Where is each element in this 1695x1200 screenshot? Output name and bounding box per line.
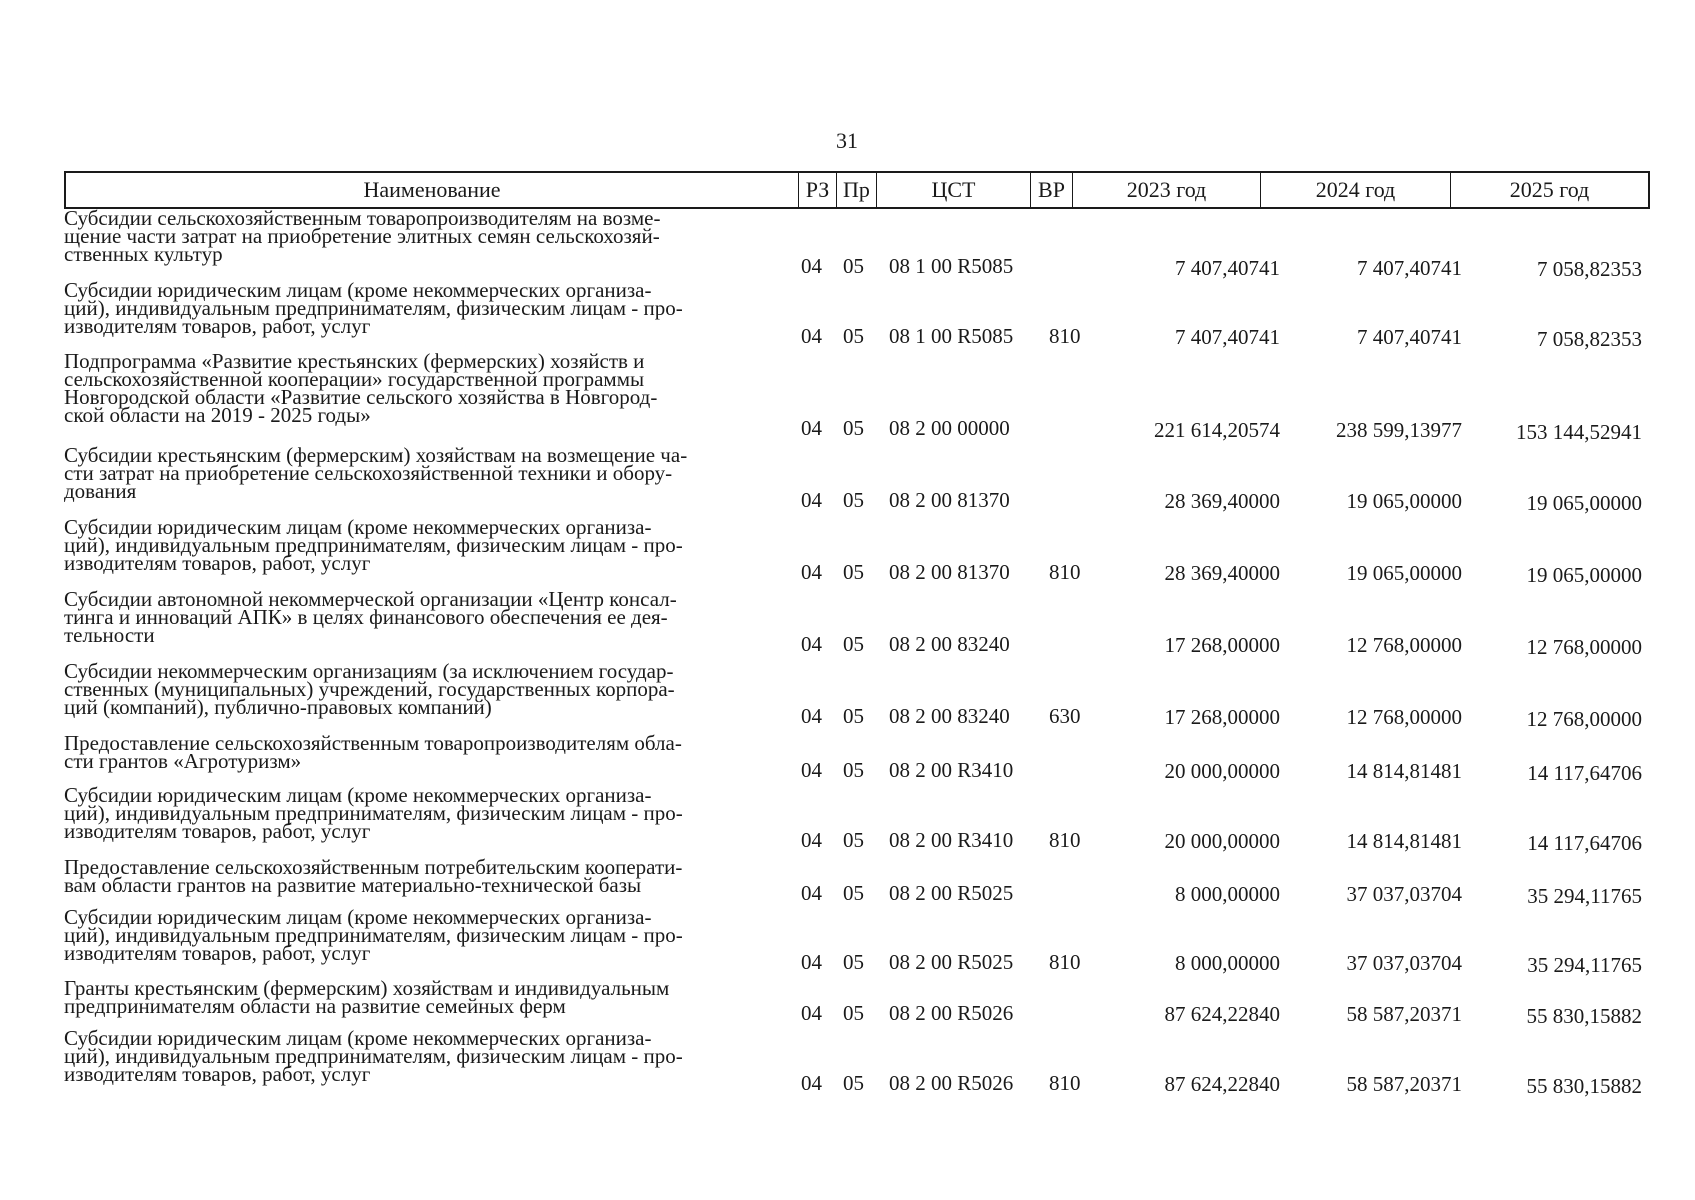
row-name: Предоставление сельскохозяйственным товаропроизводителям обла- сти грантов «Агротуризм»	[64, 731, 682, 773]
row-name: Субсидии юридическим лицам (кроме некоммерческих организа- ций), индивидуальным предпринимателям, физическим лицам - про- изводителям товаров, работ, услуг	[64, 1026, 683, 1086]
row-rz: 04	[801, 1071, 822, 1095]
row-name: Субсидии крестьянским (фермерским) хозяйствам на возмещение ча- сти затрат на приобретение сельскохозяйственной техники и обору- дования	[64, 443, 688, 503]
row-rz: 04	[801, 828, 822, 852]
row-vr: 810	[1049, 1071, 1081, 1095]
row-2024: 58 587,20371	[1346, 1072, 1462, 1096]
row-2025: 55 830,15882	[1526, 1004, 1642, 1028]
row-rz: 04	[801, 560, 822, 584]
row-cst: 08 2 00 83240	[889, 704, 1010, 728]
table-header	[64, 171, 1650, 209]
row-2025: 35 294,11765	[1527, 884, 1642, 908]
row-rz: 04	[801, 324, 822, 348]
row-pr: 05	[843, 488, 864, 512]
row-name: Субсидии юридическим лицам (кроме некоммерческих организа- ций), индивидуальным предпринимателям, физическим лицам - про- изводителям товаров, работ, услуг	[64, 905, 683, 965]
row-name: Подпрограмма «Развитие крестьянских (фермерских) хозяйств и сельскохозяйственной кооперации» государственной программы Новгородской области «Развитие сельского хозяйства в Новгород- ской области на 2019 - 2025 годы»	[64, 349, 658, 427]
header-2024: 2024 год	[1261, 173, 1451, 207]
row-2023: 28 369,40000	[1164, 561, 1280, 585]
row-2025: 7 058,82353	[1537, 257, 1642, 281]
row-name: Субсидии юридическим лицам (кроме некоммерческих организа- ций), индивидуальным предпринимателям, физическим лицам - про- изводителям товаров, работ, услуг	[64, 783, 683, 843]
row-name: Субсидии юридическим лицам (кроме некоммерческих организа- ций), индивидуальным предпринимателям, физическим лицам - про- изводителям товаров, работ, услуг	[64, 515, 683, 575]
row-2023: 8 000,00000	[1175, 882, 1280, 906]
row-2025: 19 065,00000	[1526, 491, 1642, 515]
row-2024: 14 814,81481	[1346, 829, 1462, 853]
row-pr: 05	[843, 1071, 864, 1095]
row-2025: 7 058,82353	[1537, 327, 1642, 351]
row-2024: 7 407,40741	[1357, 256, 1462, 280]
row-vr: 810	[1049, 324, 1081, 348]
row-2025: 35 294,11765	[1527, 953, 1642, 977]
row-2024: 19 065,00000	[1346, 489, 1462, 513]
header-2025: 2025 год	[1509, 177, 1590, 202]
row-pr: 05	[843, 560, 864, 584]
row-2025: 19 065,00000	[1526, 563, 1642, 587]
row-pr: 05	[843, 704, 864, 728]
page-number: 31	[836, 128, 858, 153]
header-rz: РЗ	[799, 173, 837, 207]
row-2023: 87 624,22840	[1164, 1002, 1280, 1026]
row-rz: 04	[801, 632, 822, 656]
row-cst: 08 2 00 R3410	[889, 828, 1014, 852]
row-2024: 58 587,20371	[1346, 1002, 1462, 1026]
row-2025: 14 117,64706	[1527, 831, 1642, 855]
row-rz: 04	[801, 950, 822, 974]
row-2024: 12 768,00000	[1346, 705, 1462, 729]
row-name: Гранты крестьянским (фермерским) хозяйствам и индивидуальным предпринимателям области на развитие семейных ферм	[64, 976, 670, 1018]
row-cst: 08 2 00 R3410	[889, 758, 1014, 782]
row-2024: 37 037,03704	[1346, 882, 1462, 906]
row-2023: 20 000,00000	[1164, 829, 1280, 853]
row-cst: 08 2 00 R5025	[889, 881, 1014, 905]
row-pr: 05	[843, 881, 864, 905]
row-2024: 14 814,81481	[1346, 759, 1462, 783]
row-cst: 08 2 00 81370	[889, 560, 1010, 584]
row-name: Субсидии некоммерческим организациям (за исключением государ- ственных (муниципальных) учреждений, государственных корпора- ций (компаний), публично-правовых компаний)	[64, 659, 675, 719]
row-2023: 17 268,00000	[1164, 633, 1280, 657]
row-cst: 08 1 00 R5085	[889, 254, 1014, 278]
row-2024: 37 037,03704	[1346, 951, 1462, 975]
row-rz: 04	[801, 704, 822, 728]
row-2023: 17 268,00000	[1164, 705, 1280, 729]
row-name: Субсидии автономной некоммерческой организации «Центр консал- тинга и инноваций АПК» в целях финансового обеспечения ее дея- тельности	[64, 587, 677, 647]
row-pr: 05	[843, 758, 864, 782]
row-pr: 05	[843, 828, 864, 852]
row-2023: 87 624,22840	[1164, 1072, 1280, 1096]
row-cst: 08 2 00 R5026	[889, 1001, 1014, 1025]
header-2023: 2023 год	[1073, 173, 1261, 207]
row-2025: 12 768,00000	[1526, 635, 1642, 659]
row-name: Субсидии сельскохозяйственным товаропроизводителям на возме- щение части затрат на приобретение элитных семян сельскохозяй- ственных культур	[64, 206, 661, 266]
row-2023: 7 407,40741	[1175, 256, 1280, 280]
row-pr: 05	[843, 632, 864, 656]
row-2024: 238 599,13977	[1336, 418, 1462, 442]
row-2024: 12 768,00000	[1346, 633, 1462, 657]
row-rz: 04	[801, 254, 822, 278]
row-vr: 810	[1049, 828, 1081, 852]
row-cst: 08 1 00 R5085	[889, 324, 1014, 348]
row-2023: 28 369,40000	[1164, 489, 1280, 513]
header-vr: ВР	[1031, 173, 1073, 207]
header-name: Наименование	[66, 173, 799, 207]
row-pr: 05	[843, 324, 864, 348]
row-rz: 04	[801, 1001, 822, 1025]
row-pr: 05	[843, 416, 864, 440]
row-rz: 04	[801, 488, 822, 512]
row-2023: 8 000,00000	[1175, 951, 1280, 975]
header-pr: Пр	[837, 173, 877, 207]
row-2025: 14 117,64706	[1527, 761, 1642, 785]
row-rz: 04	[801, 881, 822, 905]
row-vr: 810	[1049, 950, 1081, 974]
row-2023: 20 000,00000	[1164, 759, 1280, 783]
row-2024: 19 065,00000	[1346, 561, 1462, 585]
row-pr: 05	[843, 1001, 864, 1025]
row-cst: 08 2 00 R5025	[889, 950, 1014, 974]
row-cst: 08 2 00 00000	[889, 416, 1010, 440]
row-pr: 05	[843, 254, 864, 278]
row-2023: 7 407,40741	[1175, 325, 1280, 349]
row-rz: 04	[801, 758, 822, 782]
row-vr: 630	[1049, 704, 1081, 728]
row-2025: 153 144,52941	[1516, 420, 1642, 444]
row-cst: 08 2 00 R5026	[889, 1071, 1014, 1095]
row-name: Предоставление сельскохозяйственным потребительским кооперати- вам области грантов на развитие материально-технической базы	[64, 855, 683, 897]
row-2024: 7 407,40741	[1357, 325, 1462, 349]
row-cst: 08 2 00 81370	[889, 488, 1010, 512]
row-name: Субсидии юридическим лицам (кроме некоммерческих организа- ций), индивидуальным предпринимателям, физическим лицам - про- изводителям товаров, работ, услуг	[64, 278, 683, 338]
row-2025: 55 830,15882	[1526, 1074, 1642, 1098]
row-2025: 12 768,00000	[1526, 707, 1642, 731]
row-vr: 810	[1049, 560, 1081, 584]
row-rz: 04	[801, 416, 822, 440]
header-cst: ЦСТ	[877, 173, 1031, 207]
row-pr: 05	[843, 950, 864, 974]
row-cst: 08 2 00 83240	[889, 632, 1010, 656]
row-2023: 221 614,20574	[1154, 418, 1280, 442]
